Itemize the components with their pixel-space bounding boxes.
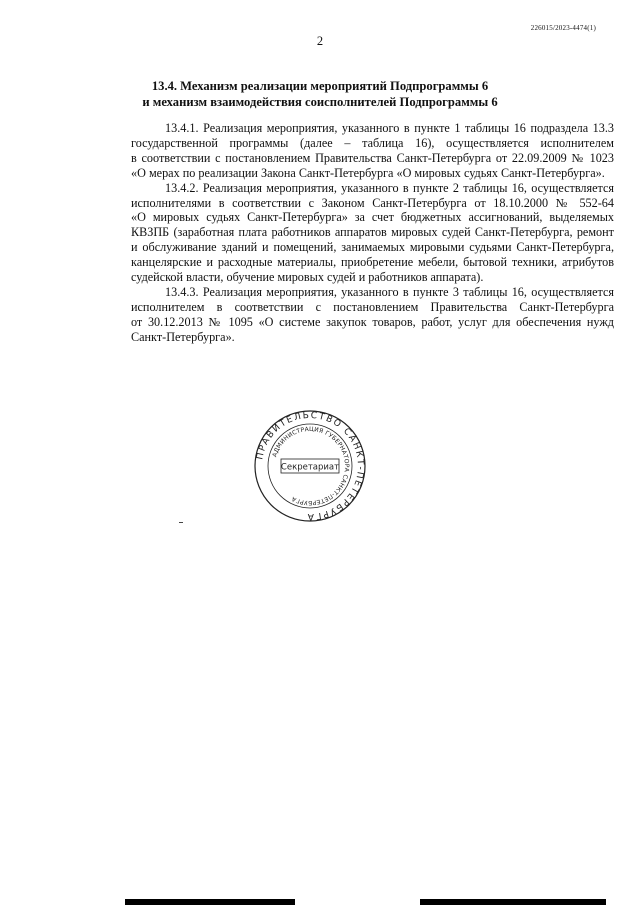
- text-line: судейской власти, обучение мировых судей и работников аппарата).: [131, 270, 484, 285]
- text-line: 13.4.3. Реализация мероприятия, указанного в пункте 3 таблицы 16, осуществляется: [165, 284, 614, 299]
- text-line: в соответствии с постановлением Правительства Санкт-Петербурга от 22.09.2009 № 1023: [131, 150, 614, 165]
- stamp-center-text: Секретариат: [280, 462, 340, 473]
- body-text: [97, 121, 614, 345]
- paragraph-13-4-1: [97, 121, 614, 181]
- section-title-line-1: 13.4. Механизм реализации мероприятий Подпрограммы 6: [151, 79, 489, 93]
- text-line: государственной программы (далее – таблица 16), осуществляется исполнителем: [131, 135, 614, 150]
- official-stamp: [254, 410, 366, 522]
- document-number: 226015/2023-4474(1): [530, 24, 596, 32]
- text-line: 13.4.1. Реализация мероприятия, указанного в пункте 1 таблицы 16 подраздела 13.3: [165, 121, 614, 135]
- scan-edge-bar-left: [125, 899, 295, 905]
- scan-mark: [179, 522, 183, 523]
- text-line: и обслуживание зданий и помещений, занимаемых мировыми судьями Санкт-Петербурга,: [131, 240, 614, 255]
- text-line: Санкт-Петербурга».: [131, 329, 235, 344]
- text-line: 13.4.2. Реализация мероприятия, указанного в пункте 2 таблицы 16, осуществляется: [165, 180, 614, 195]
- scan-edge-bar-right: [420, 899, 606, 905]
- page-number: 2: [316, 34, 324, 48]
- text-line: исполнителями в соответствии с Законом Санкт-Петербурга от 18.10.2000 № 552-64: [131, 195, 614, 210]
- paragraph-13-4-2: [97, 181, 614, 285]
- stamp-outer-text: ПРАВИТЕЛЬСТВО САНКТ-ПЕТЕРБУРГА: [255, 410, 366, 522]
- stamp-inner-text: АДМИНИСТРАЦИЯ ГУБЕРНАТОРА САНКТ-ПЕТЕРБУРГА: [271, 425, 351, 507]
- text-line: «О мировых судьях Санкт-Петербурга» за счет бюджетных ассигнований, выделяемых: [131, 210, 614, 225]
- section-heading: [0, 79, 640, 111]
- text-line: КВЗПБ (заработная плата работников аппаратов мировых судей Санкт-Петербурга, ремонт: [131, 225, 614, 240]
- paragraph-13-4-3: [97, 285, 614, 345]
- text-line: исполнителем в соответствии с постановлением Правительства Санкт-Петербурга: [131, 299, 614, 314]
- text-line: «О мерах по реализации Закона Санкт-Петербурга «О мировых судьях Санкт-Петербурга».: [131, 165, 605, 180]
- text-line: от 30.12.2013 № 1095 «О системе закупок товаров, работ, услуг для обеспечения нужд: [131, 314, 614, 329]
- section-title-line-2: и механизм взаимодействия соисполнителей Подпрограммы 6: [142, 94, 498, 109]
- text-line: канцелярские и расходные материалы, приобретение мебели, бытовой техники, атрибутов: [131, 255, 614, 270]
